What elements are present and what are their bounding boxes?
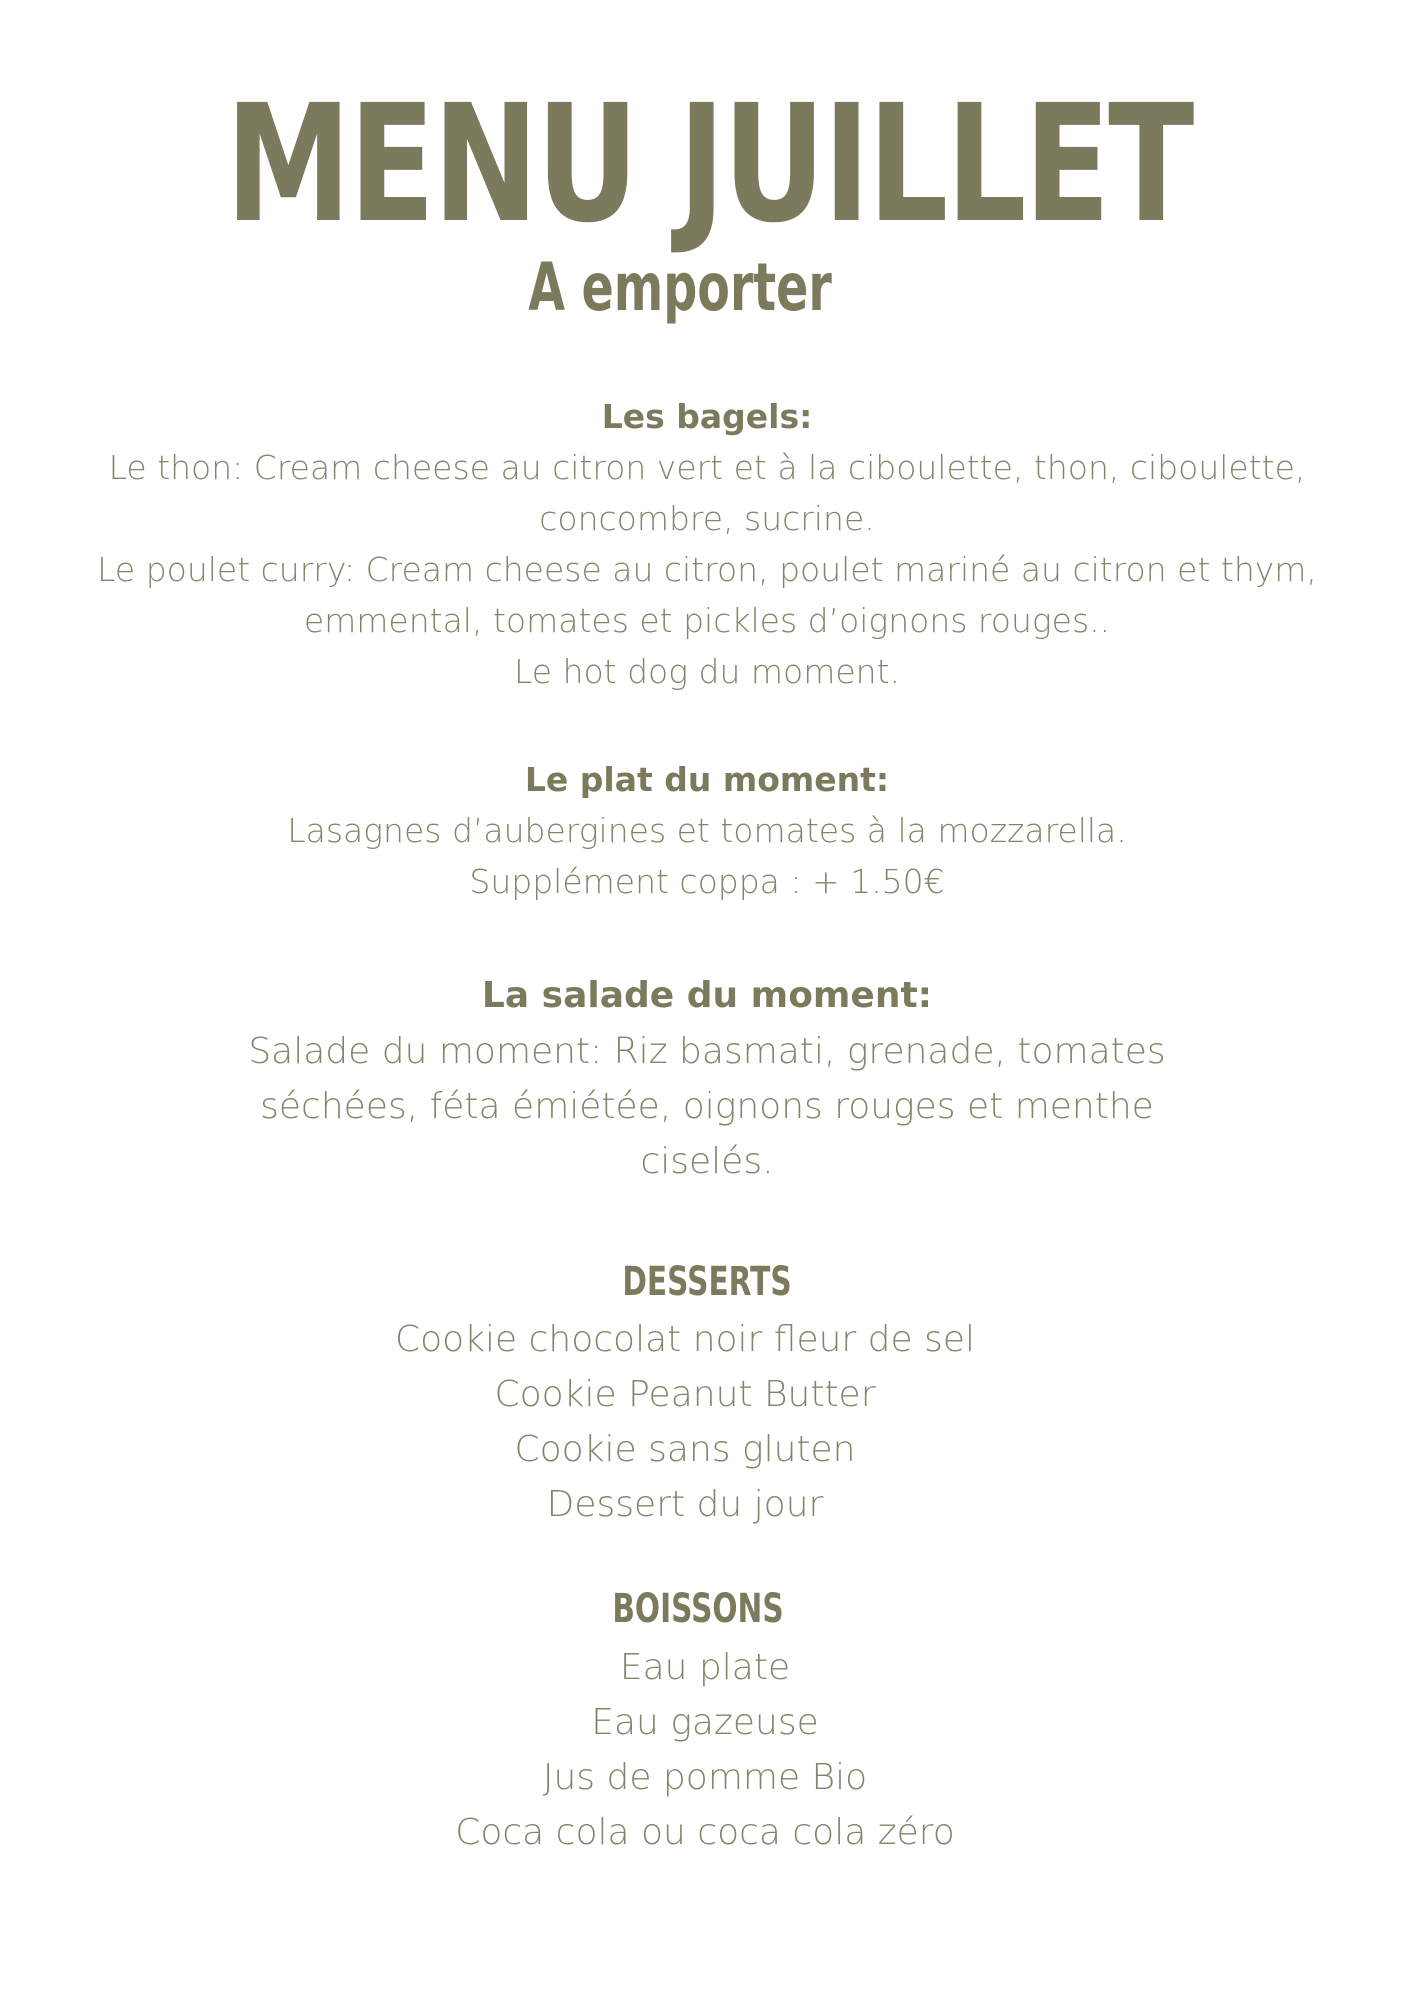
menu-line: Le thon: Cream cheese au citron vert et à la ciboulette, thon, ciboulette, bbox=[108, 448, 1306, 487]
section-bagels bbox=[0, 392, 1414, 697]
menu-line: Le poulet curry: Cream cheese au citron, poulet mariné au citron et thym, bbox=[97, 550, 1317, 589]
menu-line: Supplément coppa : + 1.50€ bbox=[469, 862, 945, 901]
list-item: Coca cola ou coca cola zéro bbox=[455, 1812, 955, 1853]
list-item: Eau plate bbox=[619, 1647, 791, 1688]
menu-line: Lasagnes d’aubergines et tomates à la mozzarella. bbox=[287, 811, 1127, 850]
menu-line: séchées, féta émiétée, oignons rouges et menthe bbox=[260, 1086, 1154, 1127]
section-heading: Les bagels: bbox=[601, 397, 813, 436]
page-subtitle: A emporter bbox=[528, 249, 832, 326]
section-heading: La salade du moment: bbox=[481, 975, 933, 1016]
section-boissons bbox=[0, 1584, 1396, 1634]
page-title: MENU JUILLET bbox=[225, 71, 1193, 259]
list-item: Cookie sans gluten bbox=[514, 1429, 856, 1470]
menu-line: Le hot dog du moment. bbox=[513, 652, 901, 691]
section-heading: BOISSONS bbox=[612, 1586, 784, 1632]
boissons-list bbox=[0, 1640, 1410, 1860]
list-item: Cookie Peanut Butter bbox=[494, 1374, 876, 1415]
menu-line: ciselés. bbox=[640, 1141, 774, 1182]
menu-line: emmental, tomates et pickles d’oignons rouges.. bbox=[303, 601, 1111, 640]
section-heading: DESSERTS bbox=[622, 1259, 792, 1305]
section-salade bbox=[0, 968, 1414, 1189]
list-item: Dessert du jour bbox=[546, 1484, 824, 1525]
list-item: Jus de pomme Bio bbox=[542, 1757, 868, 1798]
list-item: Eau gazeuse bbox=[591, 1702, 819, 1743]
menu-line: Salade du moment: Riz basmati, grenade, tomates bbox=[248, 1031, 1166, 1072]
dessert-list bbox=[0, 1312, 1370, 1532]
section-plat bbox=[0, 755, 1414, 907]
list-item: Cookie chocolat noir fleur de sel bbox=[394, 1319, 976, 1360]
section-heading: Le plat du moment: bbox=[524, 760, 890, 799]
section-desserts bbox=[0, 1257, 1414, 1307]
menu-line: concombre, sucrine. bbox=[539, 499, 875, 538]
